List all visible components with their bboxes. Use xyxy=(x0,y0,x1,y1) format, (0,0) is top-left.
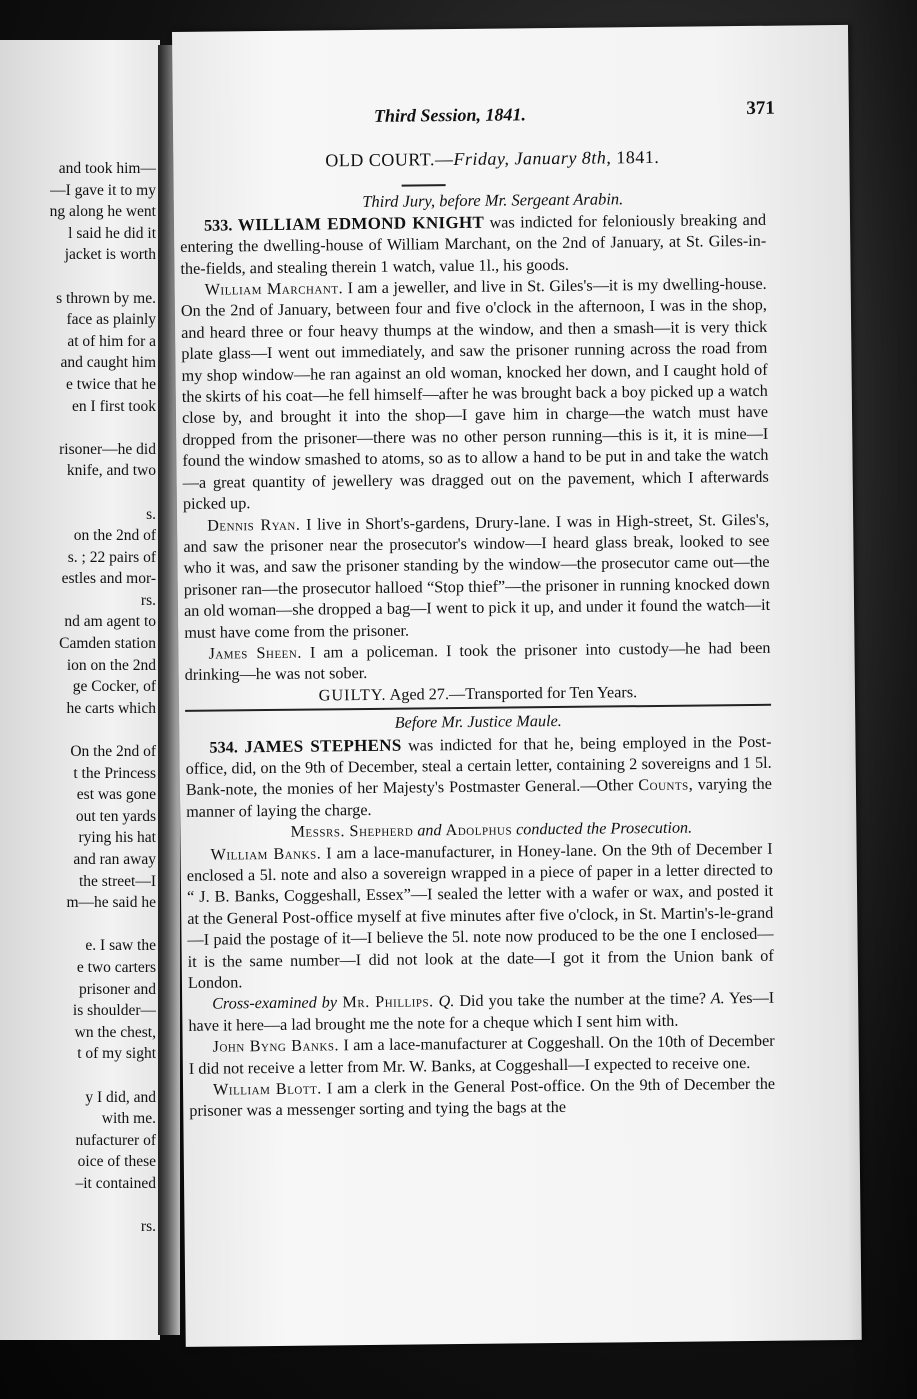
left-page-line: ge Cocker, of xyxy=(72,678,156,696)
court-heading-prefix: OLD COURT.— xyxy=(325,149,454,171)
case-number: 534. xyxy=(209,737,238,757)
court-heading-year: 1841. xyxy=(611,146,660,168)
left-page-line xyxy=(0,482,156,504)
testimony-paragraph xyxy=(189,1031,775,1080)
testimony-text: I am a policeman. I took the prisoner into custody—he had been drinking—he was not sober. xyxy=(184,638,771,685)
jury-heading: Third Jury, before Mr. Sergeant Arabin. xyxy=(362,189,624,212)
case-533-indictment xyxy=(180,209,767,280)
left-page-line: s thrown by me. xyxy=(56,289,156,307)
answer-marker: A. xyxy=(705,989,725,1008)
witness-name: William Banks. xyxy=(210,844,322,864)
left-page-line: t the Princess xyxy=(73,764,156,782)
witness-name: John Byng Banks. xyxy=(212,1036,340,1056)
witness-name: Dennis Ryan. xyxy=(207,515,301,535)
left-page-line: estles and mor- xyxy=(61,570,156,588)
left-page-line: prisoner and xyxy=(78,980,156,998)
answer-text: Yes—I have it here—a lad brought me the note for a cheque which I sent him with. xyxy=(188,989,775,1035)
left-page-line: e twice that he xyxy=(66,375,156,393)
counts-label: Counts xyxy=(638,776,689,795)
scan-edge-shadow xyxy=(847,0,917,1399)
left-page-line: Camden station xyxy=(59,635,156,653)
left-page-line xyxy=(0,417,156,439)
court-heading-date: Friday, January 8th, xyxy=(453,147,612,170)
counsel-name-2: Adolphus xyxy=(445,820,513,840)
examiner-name: Mr. Phillips. xyxy=(336,992,434,1012)
case-534-indictment xyxy=(185,730,772,823)
question-marker: Q. xyxy=(433,992,455,1011)
testimony-paragraph xyxy=(184,638,770,687)
testimony-text: I live in Short's-gardens, Drury-lane. I was in High-street, St. Giles's, and saw the prisoner near the prosecutor's window—I heard glass break, looked to see who it was, and saw the prisoner standing by the window—the prosecutor came out—the prisoner ran—the prosecutor halloed “Stop thief”—the prisoner in running knocked down an old woman—she dropped a bag—I went to pick it up, and under it found the watch—it must have come from the prisoner. xyxy=(183,510,771,642)
page-number: 371 xyxy=(746,97,775,119)
left-page-line xyxy=(0,719,156,741)
left-page-line: the street—I xyxy=(78,872,156,890)
left-page-line: est was gone xyxy=(76,786,156,804)
left-page-line: oice of these xyxy=(77,1153,156,1171)
left-page-line: –it contained xyxy=(75,1174,156,1192)
witness-name: William Marchant. xyxy=(204,279,344,299)
left-page-line: out ten yards xyxy=(75,807,156,825)
defendant-name: JAMES STEPHENS xyxy=(244,735,402,756)
testimony-paragraph xyxy=(187,838,775,994)
right-page xyxy=(172,25,862,1347)
left-page-line: nufacturer of xyxy=(75,1131,156,1149)
left-page-line: on the 2nd of xyxy=(73,527,156,545)
testimony-text: I am a lace-manufacturer at Coggeshall. On the 10th of December I did not receive a letter from Mr. W. Banks, at Coggeshall—I expected to receive one. xyxy=(188,1031,775,1078)
page-body xyxy=(179,98,776,1123)
left-page-line: nd am agent to xyxy=(64,613,156,631)
left-page-line: rying his hat xyxy=(78,829,156,847)
counsel-and: and xyxy=(413,821,446,840)
left-page xyxy=(0,40,160,1340)
testimony-paragraph xyxy=(181,274,769,516)
left-page-line: he carts which xyxy=(66,699,156,717)
cross-examination xyxy=(188,988,774,1037)
left-page-line: en I first took xyxy=(72,397,156,415)
testimony-paragraph xyxy=(183,509,770,644)
testimony-paragraph xyxy=(189,1074,775,1123)
left-page-line: s. ; 22 pairs of xyxy=(67,548,156,566)
left-page-line: is shoulder— xyxy=(72,1002,156,1020)
left-page-line: risoner—he did xyxy=(59,440,156,458)
case-number: 533. xyxy=(203,216,233,235)
left-page-line: s. xyxy=(146,505,156,523)
left-page-line: at of him for a xyxy=(67,332,156,350)
left-page-text xyxy=(0,158,156,1238)
defendant-name: WILLIAM EDMOND KNIGHT xyxy=(237,212,485,235)
left-page-line: —I gave it to my xyxy=(50,181,156,199)
left-page-line: t of my sight xyxy=(77,1045,156,1063)
left-page-line: and took him— xyxy=(58,160,156,177)
question-text: Did you take the number at the time? xyxy=(454,989,707,1011)
left-page-line: and caught him xyxy=(60,354,156,372)
indictment-text: was indicted for that he, being employed in the Post-office, did, on the 9th of December, steal a certain letter, containing 2 sovereigns and 1 5l. Bank-note, the monies of her Majesty's Postmaster General.—Other xyxy=(185,732,772,800)
left-page-line: rs. xyxy=(140,591,156,609)
witness-name: William Blott. xyxy=(212,1079,322,1099)
testimony-text: I am a clerk in the General Post-office. On the 9th of December the prisoner was a messenger sorting and tying the bags at the xyxy=(189,1074,776,1121)
left-page-line: m—he said he xyxy=(66,894,156,912)
left-page-line: face as plainly xyxy=(66,311,156,329)
indictment-text-end: , varying the manner of laying the charge. xyxy=(186,775,772,821)
witness-name: James Sheen. xyxy=(208,643,302,663)
section-rule xyxy=(402,185,446,187)
verdict-sentence: Aged 27.—Transported for Ten Years. xyxy=(386,682,638,704)
left-page-line xyxy=(0,1065,156,1087)
testimony-text: I am a lace-manufacturer, in Honey-lane. On the 9th of December I enclosed a 5l. note and also a sovereign wrapped in a piece of paper in a letter directed to “ J. B. Banks, Coggeshall, Essex”—I sealed the letter with a wafer or wax, and posted it at the General Post-office myself at five minutes after five o'clock, in St. Martin's-le-grand—I paid the postage of it—I believe the 5l. note now produced to be the one I enclosed—it is the same number—I did not look at the date—I got it from the Union bank of London. xyxy=(186,839,774,992)
left-page-line: jacket is worth xyxy=(64,246,156,264)
left-page-line: On the 2nd of xyxy=(70,743,156,761)
left-page-line xyxy=(0,914,156,936)
left-page-line xyxy=(0,266,156,288)
running-title: Third Session, 1841. xyxy=(373,104,527,126)
left-page-line: e two carters xyxy=(76,958,156,976)
left-page-line: wn the chest, xyxy=(74,1023,156,1041)
judge-heading: Before Mr. Justice Maule. xyxy=(394,712,562,732)
running-head xyxy=(179,97,775,134)
left-page-line: rs. xyxy=(140,1218,156,1236)
left-page-line: and ran away xyxy=(73,851,156,868)
cross-label: Cross-examined by xyxy=(212,993,338,1014)
prosecution-text: conducted the Prosecution. xyxy=(511,818,693,839)
testimony-text: I am a jeweller, and live in St. Giles's—it is my dwelling-house. On the 2nd of January, between four and five o'clock in the afternoon, I was in the shop, and heard three or four heavy thumps at the window, and then a smash—it is very thick plate glass—I went out immediately, and saw the prisoner running across the road from my shop window—he ran against an old woman, knocked her down, and I caught hold of the skirts of his coat—he fell himself—after he was brought back a boy picked up a watch close by, and brought it into the shop—I gave him in charge—the watch must have dropped from the prisoner—there was no other person running—this is it, it is mine—I found the window smashed to atoms, so as to allow a hand to be put in and take the watch—a great quantity of jewellery was dragged out on the pavement, which I afterwards picked up. xyxy=(180,274,769,514)
left-page-line: knife, and two xyxy=(66,462,156,480)
counsel-name: Messrs. Shepherd xyxy=(290,821,414,841)
left-page-line: ion on the 2nd xyxy=(66,656,156,674)
indictment-text: was indicted for feloniously breaking and entering the dwelling-house of William Marchant, on the 2nd of January, at St. Giles-in-the-fields, and stealing therein 1 watch, value 1l., his goods. xyxy=(180,210,767,278)
court-heading xyxy=(219,146,765,173)
left-page-line: ng along he went xyxy=(49,203,156,221)
left-page-line: l said he did it xyxy=(68,224,156,242)
left-page-line: e. I saw the xyxy=(85,937,156,955)
left-page-line: y I did, and xyxy=(85,1088,156,1106)
left-page-line xyxy=(0,1195,156,1217)
left-page-line: with me. xyxy=(101,1110,156,1128)
verdict-word: GUILTY. xyxy=(318,685,387,705)
